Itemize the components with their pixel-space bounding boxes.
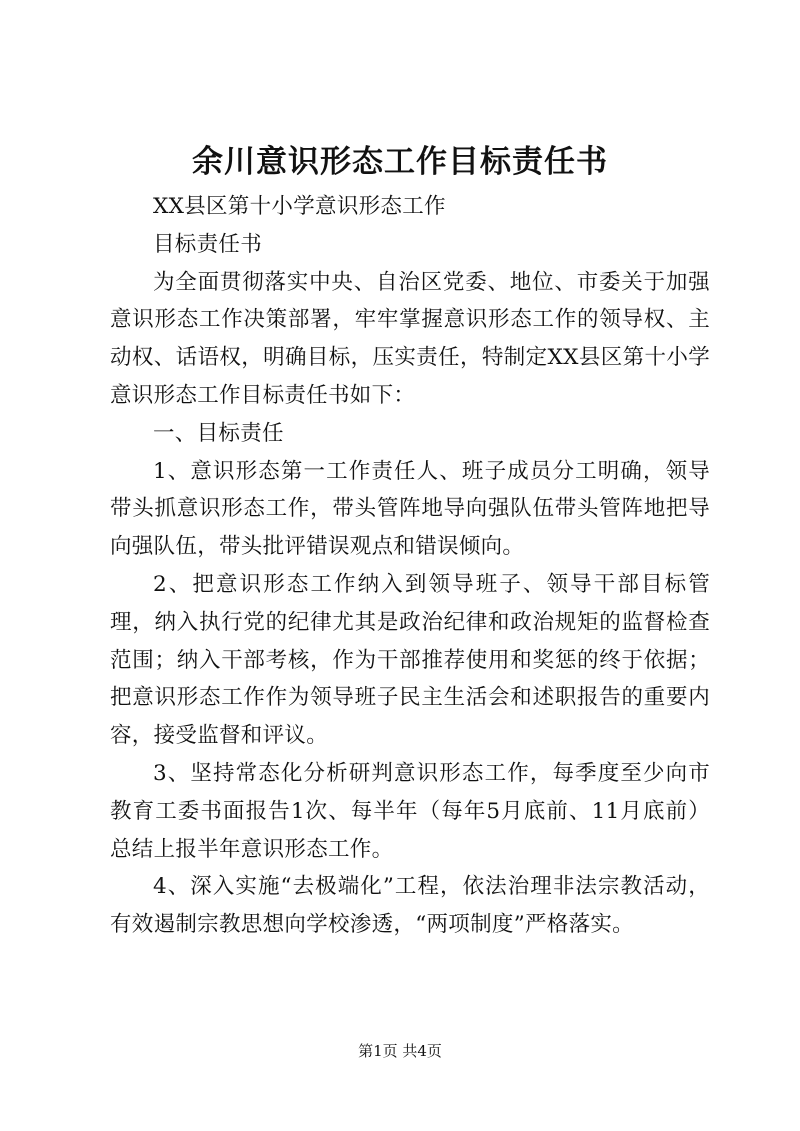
document-title: 余川意识形态工作目标责任书 — [192, 144, 608, 180]
subtitle-line: 目标责任书 — [153, 231, 263, 257]
item-1-paragraph: 1、意识形态第一工作责任人、班子成员分工明确，领导带头抓意识形态工作，带头管阵地导向强队伍带头管阵地把导向强队伍，带头批评错误观点和错误倾向。 — [110, 458, 710, 560]
intro-paragraph: 为全面贯彻落实中央、自治区党委、地位、市委关于加强意识形态工作决策部署，牢牢掌握意识形态工作的领导权、主动权、话语权，明确目标，压实责任，特制定XX县区第十小学意识形态工作目标责任书如下： — [110, 269, 710, 408]
school-name-line: XX县区第十小学意识形态工作 — [153, 194, 446, 219]
item-2-paragraph: 2、把意识形态工作纳入到领导班子、领导干部目标管理，纳入执行党的纪律尤其是政治纪律和政治规矩的监督检查范围；纳入干部考核，作为干部推荐使用和奖惩的终于依据；把意识形态工作作为领导班子民主生活会和述职报告的重要内容，接受监督和评议。 — [110, 571, 710, 749]
document-body — [110, 188, 710, 944]
item-4-paragraph: 4、深入实施“去极端化”工程，依法治理非法宗教活动，有效遏制宗教思想向学校渗透，“两项制度”严格落实。 — [110, 874, 710, 938]
page-footer: 第1页 共4页 — [358, 1042, 442, 1060]
item-3-paragraph: 3、坚持常态化分析研判意识形态工作，每季度至少向市教育工委书面报告1次、每半年（每年5月底前、11月底前）总结上报半年意识形态工作。 — [110, 760, 710, 862]
section-heading: 一、目标责任 — [153, 420, 284, 446]
